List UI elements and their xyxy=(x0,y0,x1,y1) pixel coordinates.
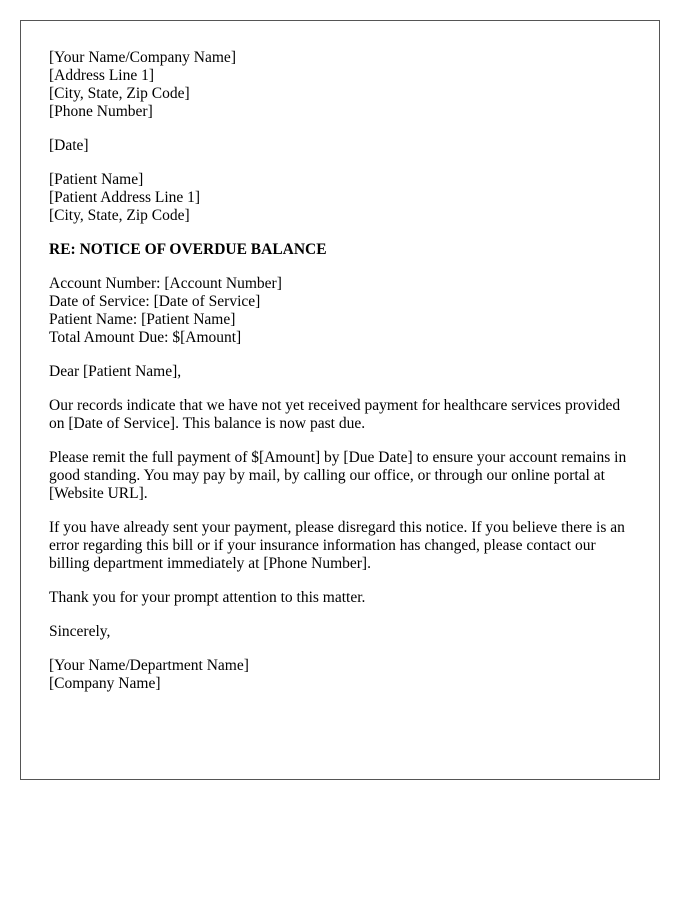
subject-line: RE: NOTICE OF OVERDUE BALANCE xyxy=(49,241,327,258)
date-block xyxy=(49,137,631,155)
body-paragraph: Thank you for your prompt attention to this matter. xyxy=(49,589,366,606)
date-of-service: Date of Service: [Date of Service] xyxy=(49,293,261,310)
sender-city: [City, State, Zip Code] xyxy=(49,85,190,102)
sender-address: [Address Line 1] xyxy=(49,67,155,84)
body-paragraph: Please remit the full payment of $[Amount] by [Due Date] to ensure your account remains in good standing. You may pay by mail, by calling our office, or through our online portal at [Website URL]. xyxy=(49,449,627,502)
salutation: Dear [Patient Name], xyxy=(49,363,182,380)
body-paragraph: Our records indicate that we have not yet received payment for healthcare services provided on [Date of Service]. This balance is now past due. xyxy=(49,397,621,432)
sender-phone: [Phone Number] xyxy=(49,103,153,120)
letter-date: [Date] xyxy=(49,137,89,154)
recipient-block xyxy=(49,171,631,225)
account-number: Account Number: [Account Number] xyxy=(49,275,282,292)
closing: Sincerely, xyxy=(49,623,111,640)
signature-company: [Company Name] xyxy=(49,675,161,692)
letter-page xyxy=(20,20,660,780)
patient-name: Patient Name: [Patient Name] xyxy=(49,311,236,328)
sender-name: [Your Name/Company Name] xyxy=(49,49,236,66)
account-details xyxy=(49,275,631,347)
total-amount-due: Total Amount Due: $[Amount] xyxy=(49,329,242,346)
recipient-name: [Patient Name] xyxy=(49,171,144,188)
body-paragraph: If you have already sent your payment, please disregard this notice. If you believe there is an error regarding this bill or if your insurance information has changed, please contact our billing department immediately at [Phone Number]. xyxy=(49,519,625,572)
sender-block xyxy=(49,49,631,121)
signature-name: [Your Name/Department Name] xyxy=(49,657,249,674)
recipient-city: [City, State, Zip Code] xyxy=(49,207,190,224)
signature-block xyxy=(49,657,631,693)
recipient-address: [Patient Address Line 1] xyxy=(49,189,201,206)
